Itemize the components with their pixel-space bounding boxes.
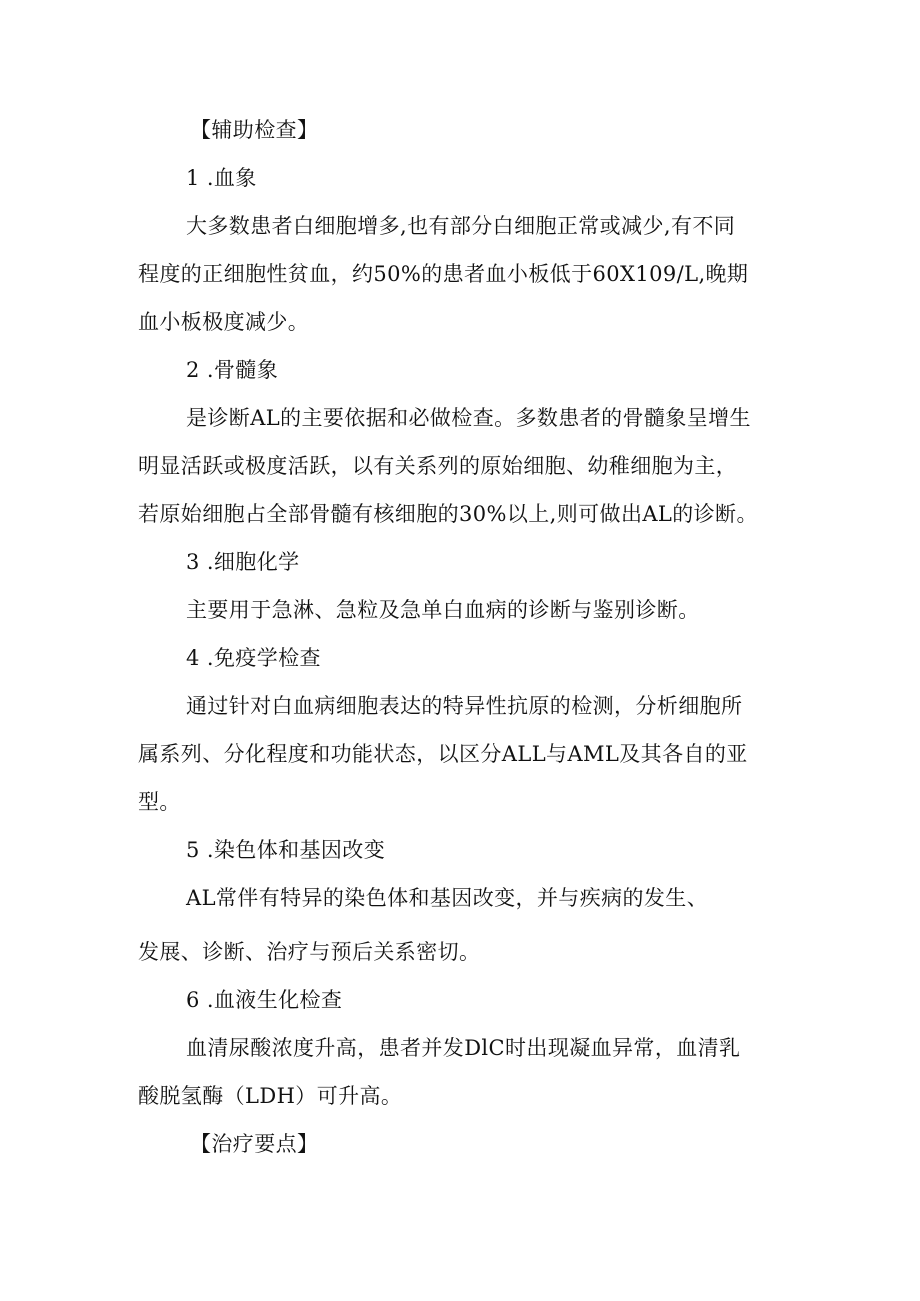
paragraph-line: 程度的正细胞性贫血，约50%的患者血小板低于60X109/L,晚期 <box>138 262 749 286</box>
paragraph-line: 型。 <box>138 790 181 814</box>
paragraph-line: 血清尿酸浓度升高，患者并发DlC时出现凝血异常，血清乳 <box>186 1036 741 1060</box>
paragraph-line: 明显活跃或极度活跃，以有关系列的原始细胞、幼稚细胞为主， <box>138 454 738 478</box>
paragraph-line: 若原始细胞占全部骨髓有核细胞的30%以上,则可做出AL的诊断。 <box>138 502 758 526</box>
section-heading-treatment: 【治疗要点】 <box>190 1132 319 1156</box>
paragraph-line: 通过针对白血病细胞表达的特异性抗原的检测，分析细胞所 <box>186 694 743 718</box>
paragraph-line: 大多数患者白细胞增多,也有部分白细胞正常或减少,有不同 <box>186 214 736 238</box>
item-heading-3: 3 .细胞化学 <box>186 550 300 574</box>
item-heading-5: 5 .染色体和基因改变 <box>186 838 386 862</box>
paragraph-line: 主要用于急淋、急粒及急单白血病的诊断与鉴别诊断。 <box>186 598 700 622</box>
paragraph-line: 酸脱氢酶（LDH）可升高。 <box>138 1084 403 1108</box>
paragraph-line: 属系列、分化程度和功能状态，以区分ALL与AML及其各自的亚 <box>138 742 748 766</box>
item-heading-2: 2 .骨髓象 <box>186 358 279 382</box>
paragraph-line: 发展、诊断、治疗与预后关系密切。 <box>138 940 481 964</box>
section-heading-aux: 【辅助检查】 <box>190 118 319 142</box>
paragraph-line: 是诊断AL的主要依据和必做检查。多数患者的骨髓象呈增生 <box>186 406 751 430</box>
item-heading-1: 1 .血象 <box>186 166 257 190</box>
item-heading-4: 4 .免疫学检查 <box>186 646 321 670</box>
paragraph-line: AL常伴有特异的染色体和基因改变，并与疾病的发生、 <box>186 886 709 910</box>
item-heading-6: 6 .血液生化检查 <box>186 988 343 1012</box>
paragraph-line: 血小板极度减少。 <box>138 310 310 334</box>
